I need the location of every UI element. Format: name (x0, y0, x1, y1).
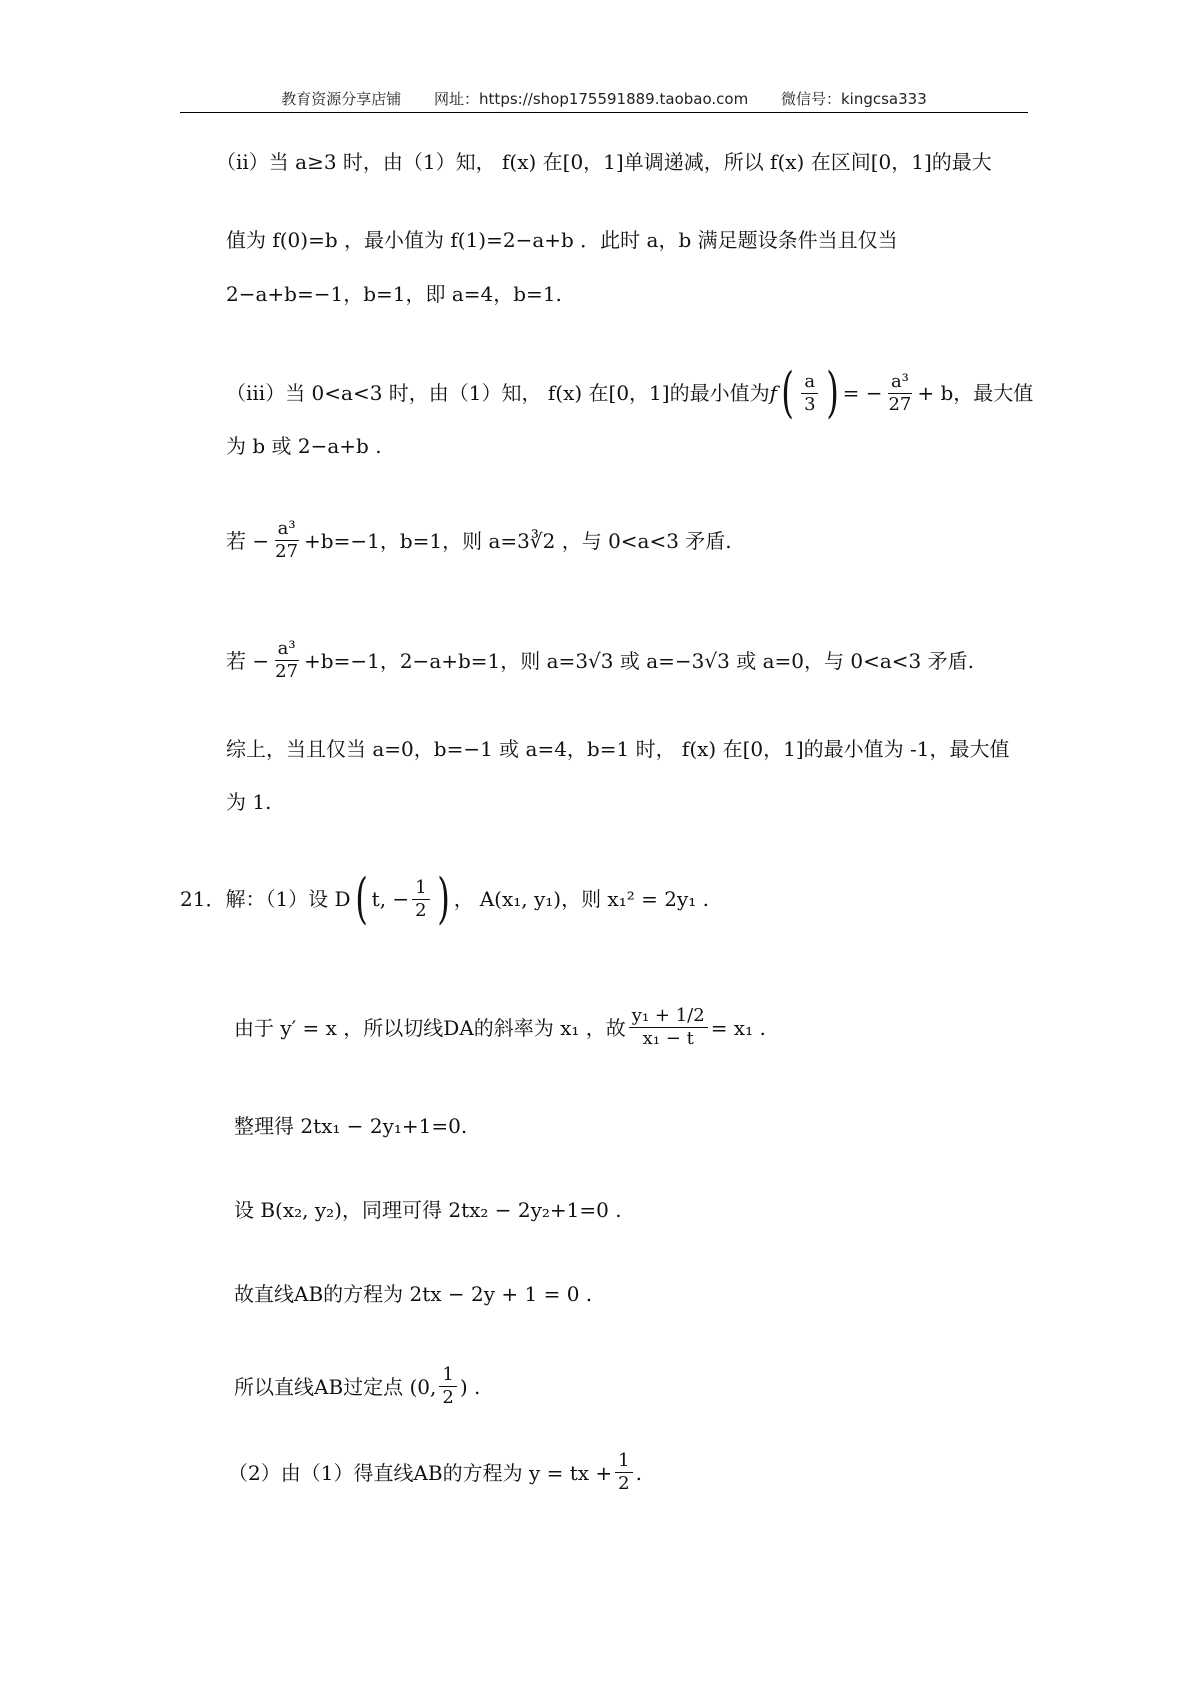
text-line-14: 故直线AB的方程为 2tx − 2y + 1 = 0 . (234, 1282, 593, 1306)
fraction-a3-27 (272, 518, 301, 563)
page-header (180, 88, 1028, 109)
left-paren: ( (354, 867, 368, 930)
fraction-denominator: 27 (275, 541, 299, 562)
wechat-id: 微信号：kingcsa333 (780, 90, 927, 108)
fraction-denominator: 27 (888, 393, 912, 415)
text-line-10-end: A(x₁, y₁)，则 x₁² = 2y₁ . (479, 887, 709, 911)
fraction-slope (629, 1005, 708, 1050)
text-line-3: 2−a+b=−1，b=1，即 a=4，b=1. (226, 282, 562, 306)
text-line-10 (180, 867, 709, 930)
text-line-13: 设 B(x₂, y₂)，同理可得 2tx₂ − 2y₂+1=0 . (234, 1198, 622, 1222)
left-paren: ( (781, 361, 794, 424)
text-line-6-end: +b=−1，b=1，则 a=3∛2 ，与 0<a<3 矛盾. (304, 528, 732, 553)
t-neg: t, − (371, 887, 410, 911)
text-line-11-start: 由于 y′ = x ，所以切线DA的斜率为 x₁ ，故 (234, 1015, 626, 1040)
f-label: f (769, 381, 777, 405)
text-line-16-end: . (635, 1460, 642, 1485)
text-line-15 (234, 1364, 480, 1409)
text-line-15-start: 所以直线AB过定点 (0, (234, 1374, 437, 1399)
text-line-12: 整理得 2tx₁ − 2y₁+1=0. (234, 1114, 468, 1138)
shop-url: 网址：https://shop175591889.taobao.com (434, 90, 749, 108)
text-line-11-end: = x₁ . (710, 1015, 766, 1040)
fraction-numerator: a³ (275, 638, 299, 661)
fraction-a3-27 (885, 371, 914, 416)
right-paren: ) (825, 361, 839, 424)
fraction-numerator: 1 (439, 1364, 456, 1387)
text-line-8: 综上，当且仅当 a=0，b=−1 或 a=4，b=1 时， f(x) 在[0，1]的最小值为 -1，最大值 (226, 737, 1010, 761)
fraction-denominator: 3 (804, 393, 816, 415)
text-line-4-start: （iii）当 0<a<3 时，由（1）知， f(x) 在[0，1]的最小值为 (226, 381, 770, 405)
text-line-7 (226, 638, 974, 683)
fraction-denominator: 2 (618, 1473, 630, 1494)
fraction-numerator: y₁ + 1/2 (629, 1005, 708, 1028)
fraction-denominator: 2 (415, 899, 427, 921)
text-line-16-start: （2）由（1）得直线AB的方程为 y = tx + (228, 1460, 613, 1485)
fraction-numerator: 1 (615, 1450, 632, 1473)
plus-b: + b (917, 381, 954, 405)
text-line-5: 为 b 或 2−a+b . (226, 434, 382, 458)
fraction-numerator: a (801, 371, 818, 394)
text-line-2: 值为 f(0)=b ，最小值为 f(1)=2−a+b ．此时 a，b 满足题设条件当且仅当 (226, 228, 898, 252)
fraction-numerator: a³ (275, 518, 299, 541)
problem-21-start: 21．解：（1）设 D (180, 887, 351, 911)
fraction-half (439, 1364, 456, 1409)
fraction-half (615, 1450, 632, 1495)
text-line-15-end: ) . (459, 1374, 481, 1399)
fraction-half (412, 877, 429, 922)
text-line-6-start: 若 − (226, 528, 270, 553)
shop-name: 教育资源分享店铺 (281, 90, 402, 108)
text-line-6 (226, 518, 732, 563)
fraction-denominator: 27 (275, 661, 299, 682)
text-line-4 (226, 361, 1034, 424)
fraction-numerator: 1 (412, 877, 429, 900)
text-line-11 (234, 1005, 766, 1050)
fraction-numerator: a³ (888, 371, 912, 394)
fraction-denominator: 2 (442, 1387, 454, 1408)
equals-neg: = − (842, 381, 883, 405)
fraction-denominator: x₁ − t (642, 1028, 694, 1049)
header-rule (180, 112, 1028, 113)
text-line-16 (228, 1450, 642, 1495)
text-line-9: 为 1. (226, 790, 272, 814)
text-line-1: （ii）当 a≥3 时，由（1）知， f(x) 在[0，1]单调递减，所以 f(x) 在区间[0，1]的最大 (216, 150, 992, 174)
right-paren: ) (436, 867, 450, 930)
text-line-4-end: ，最大值 (953, 381, 1034, 405)
fraction-a3-27 (272, 638, 301, 683)
text-line-7-start: 若 − (226, 648, 270, 673)
fraction-a-over-3 (801, 371, 818, 416)
comma: ， (453, 887, 474, 911)
text-line-7-end: +b=−1，2−a+b=1，则 a=3√3 或 a=−3√3 或 a=0，与 0<a<3 矛盾. (304, 648, 974, 673)
